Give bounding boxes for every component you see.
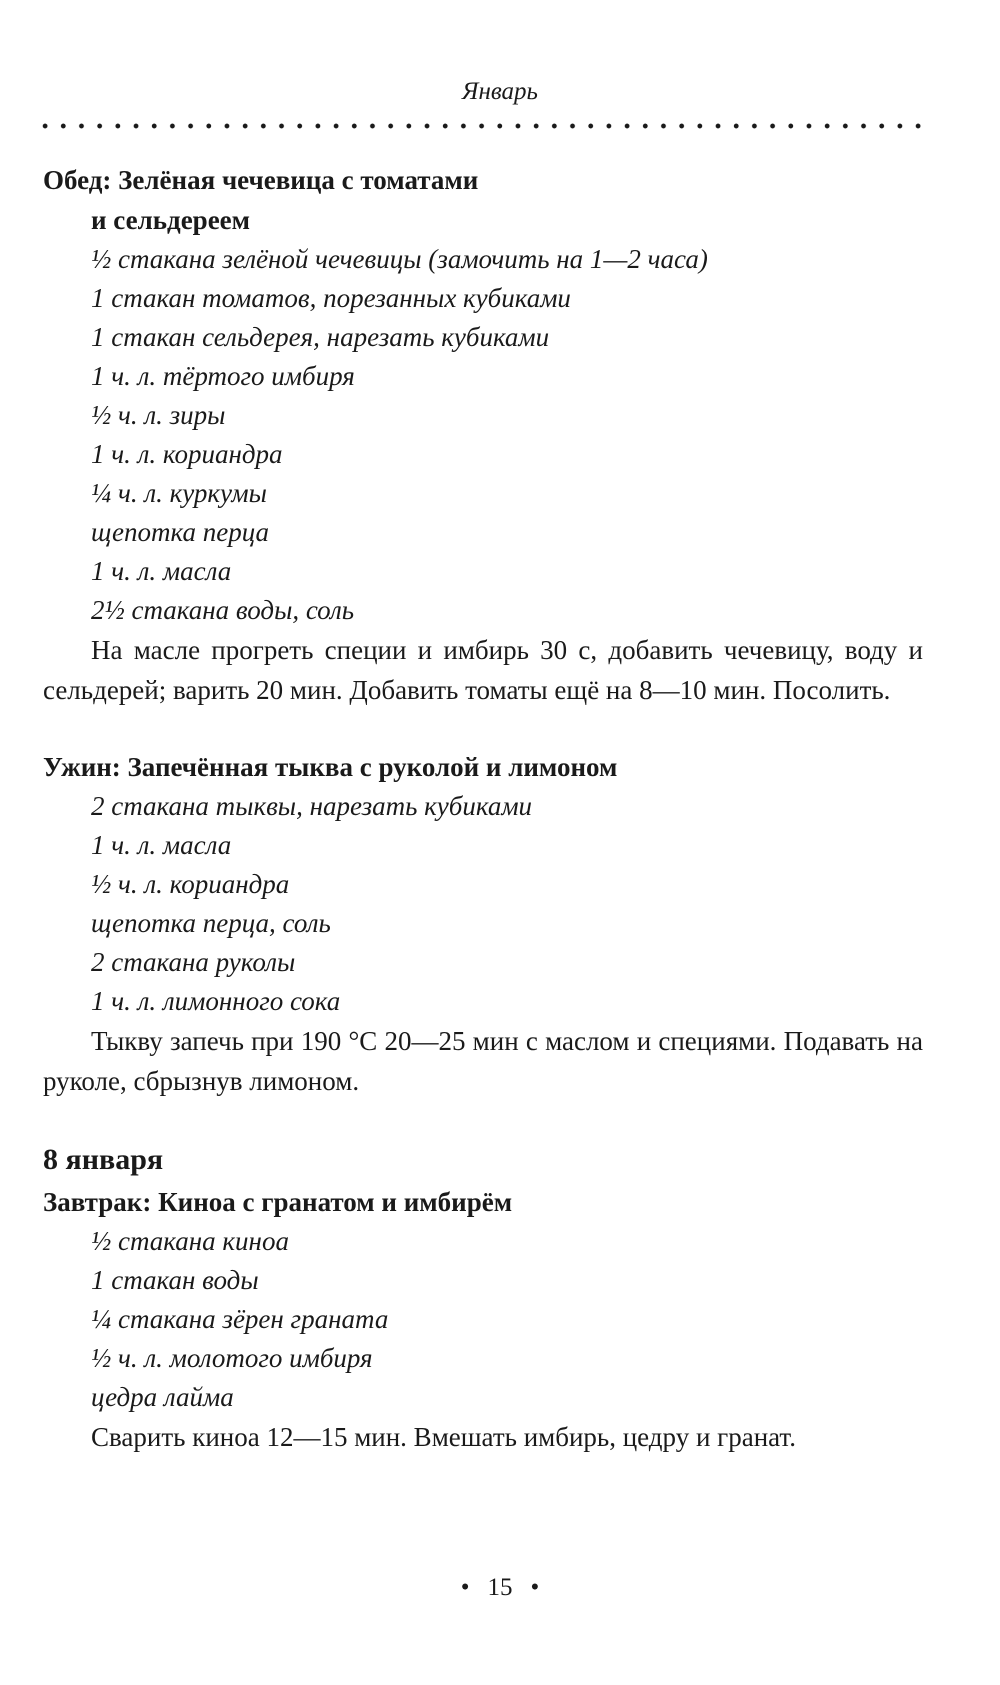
lunch-title: [43, 160, 923, 240]
ingredient: 1 ч. л. тёртого имбиря: [91, 361, 355, 391]
ingredient: 1 ч. л. лимонного сока: [91, 986, 341, 1016]
breakfast-recipe: [43, 1182, 923, 1457]
footer-dot-right: •: [530, 1574, 540, 1601]
lunch-recipe: [43, 160, 923, 710]
ingredient: ½ ч. л. зиры: [91, 400, 226, 430]
page-footer: [0, 1574, 1000, 1602]
ingredient: 1 ч. л. масла: [91, 830, 232, 860]
dinner-recipe: [43, 747, 923, 1101]
ingredient: цедра лайма: [91, 1382, 234, 1412]
dinner-instructions: Тыкву запечь при 190 °C 20—25 мин с маслом и специями. Подавать на руколе, сбрызнув лимоном.: [43, 1026, 923, 1096]
spacer: [43, 1101, 923, 1138]
ingredient: 2 стакана тыквы, нарезать кубиками: [91, 791, 533, 821]
spacer: [43, 710, 923, 747]
lunch-ingredients: [43, 240, 923, 630]
ingredient: 2½ стакана воды, соль: [91, 595, 355, 625]
footer-dot-left: •: [460, 1574, 470, 1601]
day-heading: 8 января: [43, 1143, 164, 1176]
breakfast-instructions: Сварить киноа 12—15 мин. Вмешать имбирь, цедру и гранат.: [91, 1422, 796, 1452]
ingredient: щепотка перца: [91, 517, 270, 547]
ingredient: 1 ч. л. масла: [91, 556, 232, 586]
page-number: 15: [487, 1574, 513, 1601]
ingredient: ½ стакана зелёной чечевицы (замочить на 1—2 часа): [91, 244, 708, 274]
ingredient: 1 стакан томатов, порезанных кубиками: [91, 283, 571, 313]
ingredient: щепотка перца, соль: [91, 908, 331, 938]
lunch-title-line2: и сельдереем: [91, 205, 251, 235]
lunch-title-line1: Обед: Зелёная чечевица с томатами: [43, 165, 479, 195]
dinner-ingredients: [43, 787, 923, 1021]
lunch-instructions: На масле прогреть специи и имбирь 30 с, добавить чечевицу, воду и сельдерей; варить 20 мин. Добавить томаты ещё на 8—10 мин. Посолить.: [43, 635, 923, 705]
ingredient: ½ ч. л. молотого имбиря: [91, 1343, 373, 1373]
running-title: Январь: [462, 78, 538, 105]
ingredient: 1 стакан сельдерея, нарезать кубиками: [91, 322, 550, 352]
dotted-divider: [36, 122, 928, 130]
dinner-title: Ужин: Запечённая тыква с руколой и лимоном: [43, 752, 618, 782]
ingredient: 1 ч. л. кориандра: [91, 439, 283, 469]
breakfast-title: Завтрак: Киноа с гранатом и имбирём: [43, 1187, 513, 1217]
page-content: [43, 160, 923, 1457]
ingredient: ¼ ч. л. куркумы: [91, 478, 267, 508]
ingredient: ¼ стакана зёрен граната: [91, 1304, 389, 1334]
ingredient: ½ стакана киноа: [91, 1226, 289, 1256]
breakfast-ingredients: [43, 1222, 923, 1417]
ingredient: 2 стакана руколы: [91, 947, 296, 977]
ingredient: 1 стакан воды: [91, 1265, 259, 1295]
ingredient: ½ ч. л. кориандра: [91, 869, 290, 899]
